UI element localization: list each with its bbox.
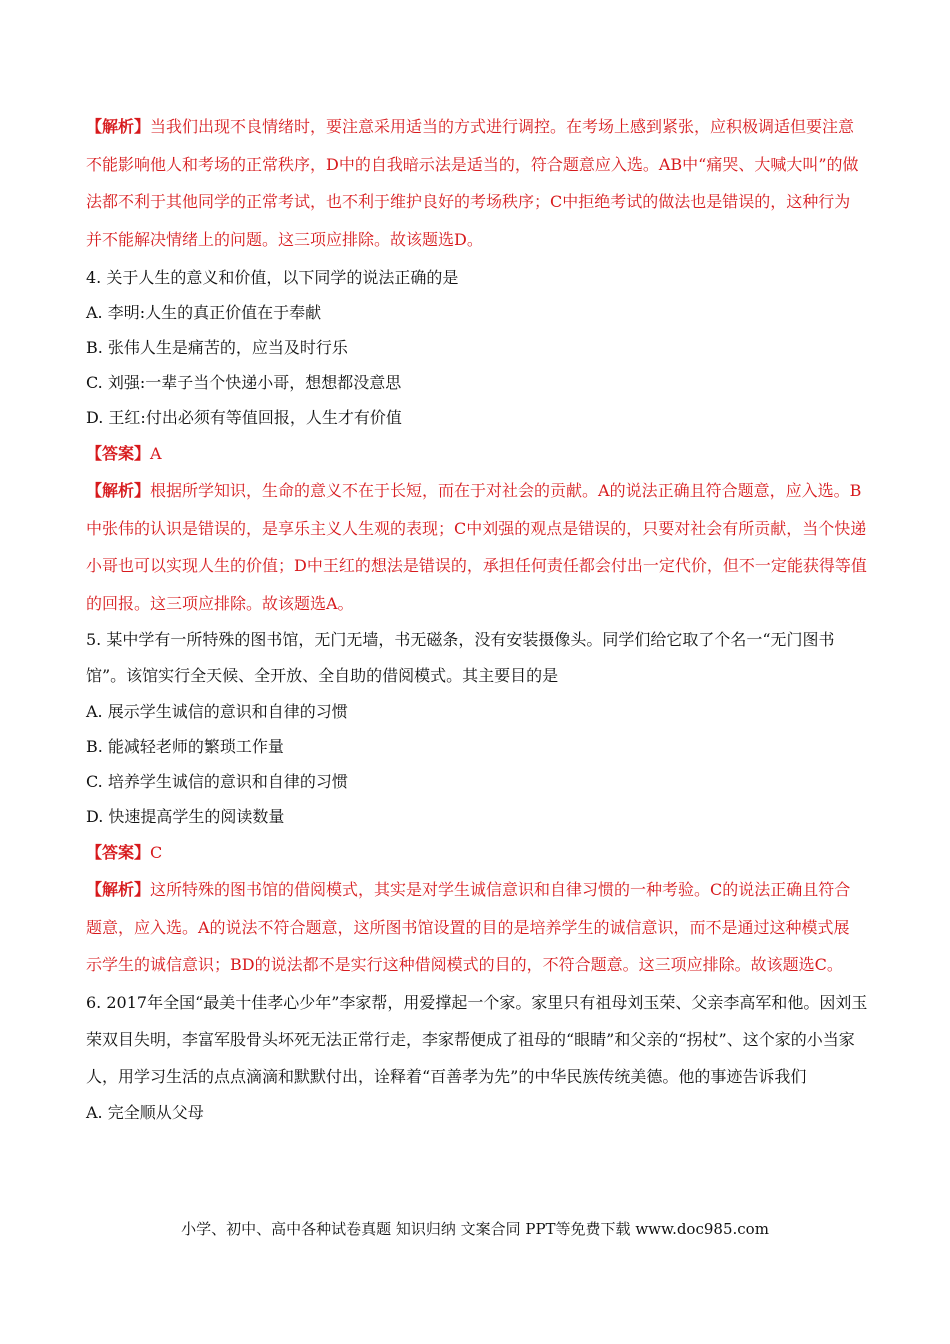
analysis-tag: 【解析】 [86,880,151,899]
answer-tag: 【答案】 [86,444,151,463]
analysis-text: 这所特殊的图书馆的借阅模式，其实是对学生诚信意识和自律习惯的一种考验。C的说法正确且符合题意，应入选。A的说法不符合题意，这所图书馆设置的目的是培养学生的诚信意识，而不是通过这种模式展示学生的诚信意识；BD的说法都不是实行这种借阅模式的目的，不符合题意。这三项应排除。故该题选C。 [86,880,851,974]
question-4-analysis [86,472,876,622]
question-4-option-a: A. 李明:人生的真正价值在于奉献 [86,303,322,322]
answer-tag: 【答案】 [86,843,151,862]
question-5-option-d: D. 快速提高学生的阅读数量 [86,807,285,826]
question-5-option-a: A. 展示学生诚信的意识和自律的习惯 [86,702,348,721]
question-5-answer [86,834,876,871]
answer-value: A [150,444,162,463]
question-4-option-d: D. 王红:付出必须有等值回报，人生才有价值 [86,408,402,427]
analysis-text: 根据所学知识，生命的意义不在于长短，而在于对社会的贡献。A的说法正确且符合题意，应入选。B中张伟的认识是错误的，是享乐主义人生观的表现；C中刘强的观点是错误的，只要对社会有所贡献，当个快递小哥也可以实现人生的价值；D中王红的想法是错误的，承担任何责任都会付出一定代价，但不一定能获得等值的回报。这三项应排除。故该题选A。 [86,481,867,613]
question-5-option-b: B. 能减轻老师的繁琐工作量 [86,737,284,756]
question-6-stem: 6. 2017年全国“最美十佳孝心少年”李家帮，用爱撑起一个家。家里只有祖母刘玉荣、父亲李高军和他。因刘玉荣双目失明，李富军股骨头坏死无法正常行走，李家帮便成了祖母的“眼睛”和父亲的“拐杖”、这个家的小当家人，用学习生活的点点滴滴和默默付出，诠释着“百善孝为先”的中华民族传统美德。他的事迹告诉我们 [86,992,868,1086]
analysis-tag: 【解析】 [86,481,151,500]
question-4-answer [86,435,876,472]
analysis-text: 当我们出现不良情绪时，要注意采用适当的方式进行调控。在考场上感到紧张，应积极调适但要注意不能影响他人和考场的正常秩序，D中的自我暗示法是适当的，符合题意应入选。AB中“痛哭、大喊大叫”的做法都不利于其他同学的正常考试，也不利于维护良好的考场秩序；C中拒绝考试的做法也是错误的，这种行为并不能解决情绪上的问题。这三项应排除。故该题选D。 [86,117,859,249]
question-6-option-a: A. 完全顺从父母 [86,1102,204,1122]
question-4-stem: 4. 关于人生的意义和价值，以下同学的说法正确的是 [86,268,459,287]
question-5-option-c: C. 培养学生诚信的意识和自律的习惯 [86,772,348,791]
analysis-tag: 【解析】 [86,117,151,136]
document-body [86,108,876,1130]
page-footer: 小学、初中、高中各种试卷真题 知识归纳 文案合同 PPT等免费下载 www.doc985.com [181,1220,769,1238]
analysis-q3 [86,108,861,258]
question-4-option-b: B. 张伟人生是痛苦的，应当及时行乐 [86,338,348,357]
question-4-option-c: C. 刘强:一辈子当个快递小哥，想想都没意思 [86,373,402,392]
answer-value: C [150,843,163,862]
question-5-analysis [86,871,861,984]
question-5-stem: 5. 某中学有一所特殊的图书馆，无门无墙，书无磁条，没有安装摄像头。同学们给它取了个名一“无门图书馆”。该馆实行全天候、全开放、全自助的借阅模式。其主要目的是 [86,630,835,685]
